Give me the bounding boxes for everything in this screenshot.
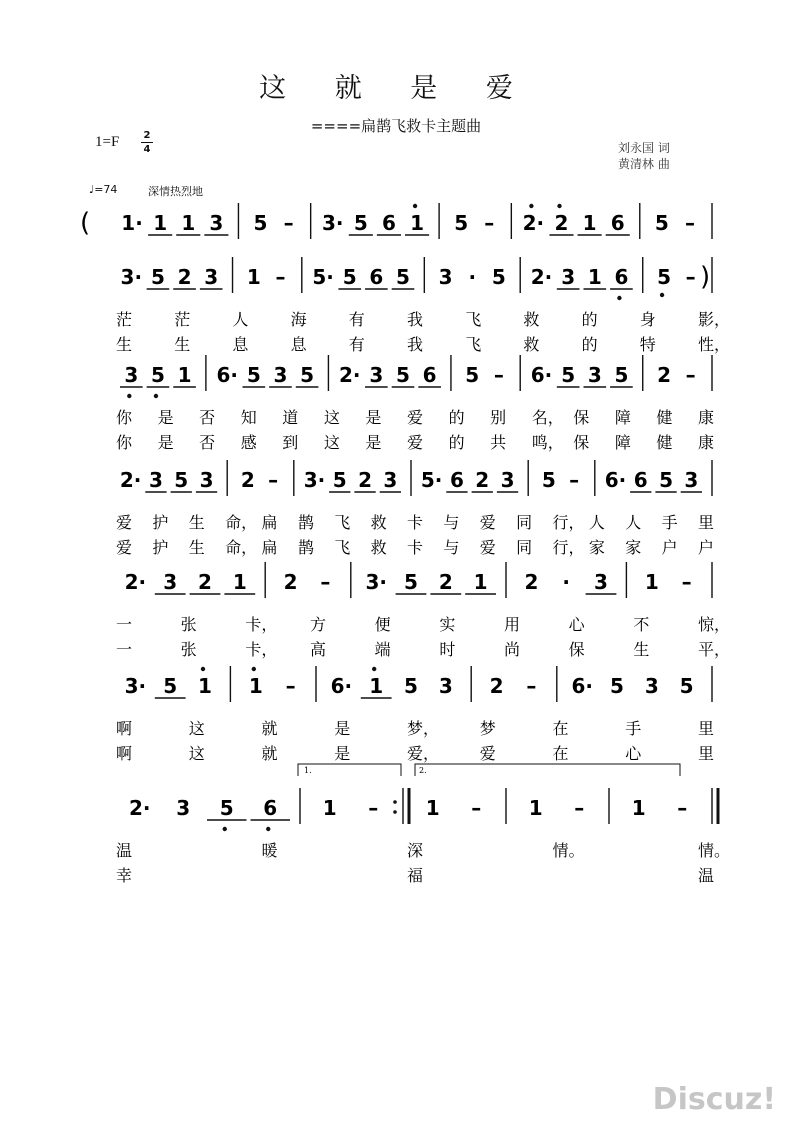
note: 5 bbox=[541, 468, 556, 492]
lyric-syllable: 人 bbox=[588, 513, 605, 532]
lyric-syllable: 飞 bbox=[334, 538, 351, 557]
lyric-syllable: 情。 bbox=[552, 841, 585, 860]
note: 3 bbox=[561, 265, 576, 289]
lyric-syllable: 护 bbox=[152, 513, 169, 532]
lyric-syllable: 知 bbox=[240, 408, 257, 427]
note: 1· bbox=[121, 211, 143, 235]
lyric-syllable: 保 bbox=[573, 433, 590, 452]
lyric-syllable: 保 bbox=[573, 408, 590, 427]
note: 2· bbox=[522, 211, 545, 235]
lyric-syllable: 户 bbox=[661, 538, 678, 557]
note: 2 bbox=[554, 211, 569, 235]
lyric-syllable: 息 bbox=[290, 335, 307, 354]
note: 3 bbox=[500, 468, 515, 492]
watermark-logo: Discuz! bbox=[652, 1082, 776, 1117]
lyric-syllable: 在 bbox=[552, 719, 569, 738]
note: 5 bbox=[454, 211, 469, 235]
lyric-syllable: 爱 bbox=[479, 744, 496, 763]
note: 5 bbox=[342, 265, 357, 289]
note: 2 bbox=[240, 468, 255, 492]
note: 2 bbox=[438, 570, 453, 594]
lyric-syllable: 是 bbox=[365, 408, 382, 427]
volta-bracket bbox=[415, 764, 680, 776]
lyric-syllable: 在 bbox=[552, 744, 569, 763]
lyric-syllable: 是 bbox=[365, 433, 382, 452]
note: 3· bbox=[303, 468, 326, 492]
note: · bbox=[468, 265, 477, 289]
note: 1 bbox=[248, 674, 263, 698]
lyric-syllable: 爱 bbox=[116, 538, 133, 557]
lyric-syllable: 救 bbox=[370, 538, 387, 557]
note: 3· bbox=[365, 570, 387, 594]
note: 2· bbox=[119, 468, 142, 492]
note: – bbox=[283, 211, 294, 235]
lyric-syllable: 手 bbox=[661, 513, 678, 532]
lyric-syllable: 卡 bbox=[407, 538, 424, 557]
composer-credit: 黄清林 曲 bbox=[618, 157, 670, 171]
lyric-syllable: 我 bbox=[407, 310, 424, 329]
note: 3 bbox=[176, 796, 191, 820]
note: 3 bbox=[204, 265, 219, 289]
note: 5 bbox=[396, 265, 410, 289]
note: – bbox=[268, 468, 279, 492]
lyric-syllable: 心 bbox=[568, 615, 585, 634]
note: – bbox=[685, 363, 696, 387]
lyric-syllable: 爱 bbox=[479, 538, 496, 557]
note: 2 bbox=[177, 265, 192, 289]
note: – bbox=[685, 265, 696, 289]
lyricist-credit: 刘永国 词 bbox=[618, 141, 670, 155]
lyric-syllable: 不 bbox=[633, 615, 650, 634]
octave-low-dot bbox=[154, 394, 158, 398]
note: – bbox=[285, 674, 296, 698]
note: 3 bbox=[383, 468, 398, 492]
note: 3· bbox=[124, 674, 147, 698]
lyric-syllable: 救 bbox=[370, 513, 387, 532]
note: 5 bbox=[150, 265, 165, 289]
lyric-syllable: 别 bbox=[490, 408, 507, 427]
lyric-syllable: 平， bbox=[698, 640, 731, 659]
lyric-syllable: 高 bbox=[310, 640, 327, 659]
note: 5 bbox=[679, 674, 694, 698]
octave-high-dot bbox=[372, 667, 376, 671]
lyric-syllable: 同 bbox=[516, 538, 533, 557]
lyric-syllable: 康 bbox=[698, 408, 715, 427]
note: 5 bbox=[396, 363, 410, 387]
note: 3 bbox=[163, 570, 178, 594]
lyric-syllable: 惊， bbox=[698, 615, 731, 634]
octave-high-dot bbox=[252, 667, 256, 671]
lyric-syllable: 爱 bbox=[407, 433, 424, 452]
lyric-syllable: 行， bbox=[552, 538, 585, 557]
note: 2 bbox=[657, 363, 672, 387]
lyric-syllable: 一 bbox=[116, 640, 133, 659]
note: – bbox=[320, 570, 331, 594]
lyric-syllable: 障 bbox=[614, 408, 631, 427]
lyric-syllable: 扁 bbox=[261, 538, 278, 557]
lyric-syllable: 福 bbox=[407, 866, 424, 885]
lyric-syllable: 茫 bbox=[174, 310, 191, 329]
note: 6· bbox=[604, 468, 627, 492]
lyric-syllable: 幸 bbox=[116, 866, 133, 885]
lyric-syllable: 茫 bbox=[116, 310, 133, 329]
lyric-syllable: 是 bbox=[334, 719, 351, 738]
note: 3 bbox=[684, 468, 699, 492]
lyric-syllable: 护 bbox=[152, 538, 169, 557]
lyric-syllable: 方 bbox=[310, 615, 327, 634]
octave-low-dot bbox=[266, 827, 270, 831]
lyric-syllable: 飞 bbox=[334, 513, 351, 532]
note: 6· bbox=[330, 674, 353, 698]
note: 3· bbox=[321, 211, 344, 235]
lyric-syllable: 就 bbox=[261, 719, 278, 738]
note: 3 bbox=[124, 363, 139, 387]
lyric-syllable: 与 bbox=[443, 513, 460, 532]
lyric-syllable: 生 bbox=[174, 335, 191, 354]
note: – bbox=[677, 796, 688, 820]
lyric-syllable: 张 bbox=[180, 615, 197, 634]
note: – bbox=[471, 796, 482, 820]
lyric-syllable: 里 bbox=[698, 719, 715, 738]
lyric-syllable: 鹊 bbox=[297, 538, 314, 557]
lyric-syllable: 手 bbox=[625, 719, 642, 738]
lyric-syllable: 命， bbox=[225, 538, 258, 557]
note: – bbox=[684, 211, 695, 235]
lyric-syllable: 共 bbox=[490, 433, 507, 452]
note: – bbox=[569, 468, 580, 492]
note: 5 bbox=[465, 363, 480, 387]
note: 2· bbox=[530, 265, 553, 289]
lyric-syllable: 有 bbox=[348, 335, 365, 354]
lyric-syllable: 这 bbox=[188, 744, 205, 763]
lyric-syllable: 深 bbox=[407, 841, 424, 860]
lyric-syllable: 健 bbox=[656, 408, 673, 427]
octave-low-dot bbox=[223, 827, 227, 831]
lyric-syllable: 这 bbox=[323, 408, 340, 427]
lyric-syllable: 飞 bbox=[465, 310, 482, 329]
note: 5 bbox=[174, 468, 189, 492]
note: 2 bbox=[198, 570, 212, 594]
note: – bbox=[484, 211, 495, 235]
note: 2 bbox=[489, 674, 504, 698]
repeat-dot bbox=[393, 800, 397, 804]
note: 1 bbox=[246, 265, 261, 289]
note: 6 bbox=[422, 363, 437, 387]
lyric-syllable: 感 bbox=[240, 433, 257, 452]
lyric-syllable: 卡， bbox=[245, 640, 278, 659]
lyric-syllable: 特 bbox=[639, 335, 656, 354]
lyric-syllable: 性， bbox=[698, 335, 731, 354]
lyric-syllable: 鹊 bbox=[297, 513, 314, 532]
octave-low-dot bbox=[127, 394, 131, 398]
note: 3· bbox=[120, 265, 143, 289]
lyric-syllable: 飞 bbox=[465, 335, 482, 354]
lyric-syllable: 到 bbox=[282, 433, 299, 452]
lyric-syllable: 家 bbox=[588, 538, 605, 557]
lyric-syllable: 与 bbox=[443, 538, 460, 557]
lyric-syllable: 健 bbox=[656, 433, 673, 452]
note: 5· bbox=[420, 468, 443, 492]
lyric-syllable: 爱 bbox=[479, 513, 496, 532]
note: 5 bbox=[163, 674, 178, 698]
note: 1 bbox=[528, 796, 543, 820]
octave-high-dot bbox=[529, 204, 533, 208]
lyric-syllable: 梦， bbox=[407, 719, 440, 738]
lyric-syllable: 生 bbox=[116, 335, 133, 354]
lyric-syllable: 时 bbox=[439, 640, 456, 659]
note: – bbox=[493, 363, 504, 387]
lyric-syllable: 的 bbox=[448, 433, 465, 452]
note: 5 bbox=[657, 265, 672, 289]
note: 5· bbox=[312, 265, 334, 289]
note: 1 bbox=[644, 570, 659, 594]
volta-label: 2. bbox=[419, 766, 427, 775]
note: 3 bbox=[594, 570, 608, 594]
note: 5 bbox=[332, 468, 347, 492]
volta-label: 1. bbox=[304, 766, 312, 775]
lyric-syllable: 你 bbox=[116, 408, 133, 427]
lyric-syllable: 的 bbox=[581, 335, 598, 354]
note: 3 bbox=[438, 265, 453, 289]
note: · bbox=[562, 570, 571, 594]
lyric-syllable: 名， bbox=[531, 408, 564, 427]
note: 5 bbox=[253, 211, 268, 235]
note: 1 bbox=[369, 674, 384, 698]
lyric-syllable: 梦 bbox=[479, 719, 496, 738]
note: 3 bbox=[438, 674, 453, 698]
lyric-syllable: 是 bbox=[334, 744, 351, 763]
lyric-syllable: 否 bbox=[199, 433, 216, 452]
lyric-syllable: 家 bbox=[625, 538, 642, 557]
lyric-syllable: 爱 bbox=[407, 408, 424, 427]
note: 6 bbox=[369, 265, 384, 289]
note: 1 bbox=[425, 796, 440, 820]
lyric-syllable: 救 bbox=[523, 335, 540, 354]
note: 6 bbox=[610, 211, 625, 235]
note: 3 bbox=[587, 363, 602, 387]
note: 2 bbox=[475, 468, 490, 492]
lyric-syllable: 卡， bbox=[245, 615, 278, 634]
octave-high-dot bbox=[413, 204, 417, 208]
note: 1 bbox=[587, 265, 602, 289]
note: 1 bbox=[410, 211, 425, 235]
lyric-syllable: 卡 bbox=[407, 513, 424, 532]
note: – bbox=[574, 796, 585, 820]
note: 1 bbox=[232, 570, 247, 594]
lyric-syllable: 这 bbox=[323, 433, 340, 452]
lyric-syllable: 暖 bbox=[261, 841, 278, 860]
lyric-syllable: 息 bbox=[232, 335, 249, 354]
note: – bbox=[368, 796, 379, 820]
lyric-syllable: 啊 bbox=[116, 719, 133, 738]
note: – bbox=[526, 674, 537, 698]
note: 1 bbox=[181, 211, 196, 235]
note: 1 bbox=[153, 211, 168, 235]
note: 5 bbox=[404, 570, 418, 594]
lyric-syllable: 端 bbox=[374, 640, 391, 659]
lyric-syllable: 是 bbox=[157, 433, 174, 452]
song-subtitle: ====扁鹊飞救卡主题曲 bbox=[310, 117, 482, 135]
lyric-syllable: 户 bbox=[698, 538, 715, 557]
lyric-syllable: 里 bbox=[698, 513, 715, 532]
note: 3 bbox=[209, 211, 224, 235]
note: 5 bbox=[561, 363, 576, 387]
lyric-syllable: 否 bbox=[199, 408, 216, 427]
lyric-syllable: 温 bbox=[698, 866, 715, 885]
lyric-syllable: 扁 bbox=[261, 513, 278, 532]
note: 5 bbox=[614, 363, 629, 387]
note: 6 bbox=[633, 468, 648, 492]
note: 5 bbox=[300, 363, 315, 387]
note: 1 bbox=[322, 796, 337, 820]
note: 2 bbox=[524, 570, 539, 594]
lyric-syllable: 生 bbox=[633, 640, 650, 659]
lyric-syllable: 啊 bbox=[116, 744, 133, 763]
note: 6· bbox=[571, 674, 593, 698]
open-parenthesis: ( bbox=[80, 208, 91, 238]
lyric-syllable: 这 bbox=[188, 719, 205, 738]
tempo-marking: ♩=74 bbox=[89, 183, 118, 196]
lyric-syllable: 道 bbox=[282, 408, 299, 427]
lyric-syllable: 生 bbox=[188, 513, 205, 532]
lyric-syllable: 便 bbox=[374, 615, 391, 634]
lyric-syllable: 救 bbox=[523, 310, 540, 329]
note: 6 bbox=[263, 796, 278, 820]
note: 6 bbox=[381, 211, 396, 235]
note: 5 bbox=[610, 674, 624, 698]
lyric-syllable: 同 bbox=[516, 513, 533, 532]
note: 2· bbox=[338, 363, 361, 387]
volta-bracket bbox=[298, 764, 401, 776]
lyric-syllable: 有 bbox=[348, 310, 365, 329]
note: 5 bbox=[353, 211, 368, 235]
note: 6· bbox=[216, 363, 238, 387]
octave-high-dot bbox=[557, 204, 561, 208]
note: 1 bbox=[473, 570, 488, 594]
lyric-syllable: 影， bbox=[698, 310, 731, 329]
lyric-syllable: 我 bbox=[407, 335, 424, 354]
note: 2· bbox=[124, 570, 147, 594]
note: 2 bbox=[358, 468, 373, 492]
octave-high-dot bbox=[201, 667, 205, 671]
lyric-syllable: 鸣， bbox=[531, 433, 564, 452]
lyric-syllable: 人 bbox=[625, 513, 642, 532]
note: 5 bbox=[219, 796, 234, 820]
song-title: 这 就 是 爱 bbox=[259, 73, 533, 104]
note: – bbox=[275, 265, 286, 289]
octave-low-dot bbox=[617, 296, 621, 300]
lyric-syllable: 障 bbox=[614, 433, 631, 452]
key-signature: 1=F bbox=[95, 134, 120, 150]
lyric-syllable: 情。 bbox=[698, 841, 731, 860]
lyric-syllable: 人 bbox=[232, 310, 249, 329]
note: 1 bbox=[177, 363, 192, 387]
note: 2 bbox=[283, 570, 298, 594]
note: 5 bbox=[659, 468, 674, 492]
note: 6 bbox=[614, 265, 629, 289]
note: 1 bbox=[198, 674, 212, 698]
lyric-syllable: 海 bbox=[290, 310, 307, 329]
note: 6 bbox=[449, 468, 464, 492]
lyric-syllable: 生 bbox=[188, 538, 205, 557]
lyric-syllable: 实 bbox=[439, 615, 456, 634]
lyric-syllable: 用 bbox=[504, 615, 521, 634]
lyric-syllable: 张 bbox=[180, 640, 197, 659]
lyric-syllable: 温 bbox=[116, 841, 133, 860]
lyric-syllable: 你 bbox=[116, 433, 133, 452]
lyric-syllable: 的 bbox=[448, 408, 465, 427]
note: 3 bbox=[644, 674, 659, 698]
lyric-syllable: 心 bbox=[625, 744, 642, 763]
lyric-syllable: 身 bbox=[639, 310, 656, 329]
lyric-syllable: 的 bbox=[581, 310, 598, 329]
lyric-syllable: 里 bbox=[698, 744, 715, 763]
note: 3 bbox=[148, 468, 163, 492]
note: 5 bbox=[491, 265, 506, 289]
note: 1 bbox=[582, 211, 597, 235]
lyric-syllable: 就 bbox=[261, 744, 278, 763]
lyric-syllable: 一 bbox=[116, 615, 133, 634]
note: 6· bbox=[530, 363, 553, 387]
time-signature-bottom: 4 bbox=[143, 144, 151, 155]
note: 5 bbox=[404, 674, 418, 698]
note: 2· bbox=[128, 796, 151, 820]
note: – bbox=[681, 570, 692, 594]
note: 5 bbox=[654, 211, 669, 235]
note: 5 bbox=[246, 363, 261, 387]
note: 5 bbox=[150, 363, 165, 387]
note: 3 bbox=[273, 363, 288, 387]
lyric-syllable: 是 bbox=[157, 408, 174, 427]
note: 3 bbox=[199, 468, 214, 492]
lyric-syllable: 爱， bbox=[407, 744, 440, 763]
lyric-syllable: 命， bbox=[225, 513, 258, 532]
repeat-dot bbox=[393, 810, 397, 814]
close-parenthesis: ) bbox=[700, 262, 711, 292]
lyric-syllable: 尚 bbox=[504, 640, 521, 659]
lyric-syllable: 保 bbox=[568, 640, 585, 659]
lyric-syllable: 爱 bbox=[116, 513, 133, 532]
note: 1 bbox=[631, 796, 646, 820]
note: 3 bbox=[369, 363, 384, 387]
lyric-syllable: 康 bbox=[698, 433, 715, 452]
lyric-syllable: 行， bbox=[552, 513, 585, 532]
octave-low-dot bbox=[660, 293, 664, 297]
time-signature-top: 2 bbox=[143, 130, 151, 141]
expression-marking: 深情热烈地 bbox=[148, 185, 203, 198]
